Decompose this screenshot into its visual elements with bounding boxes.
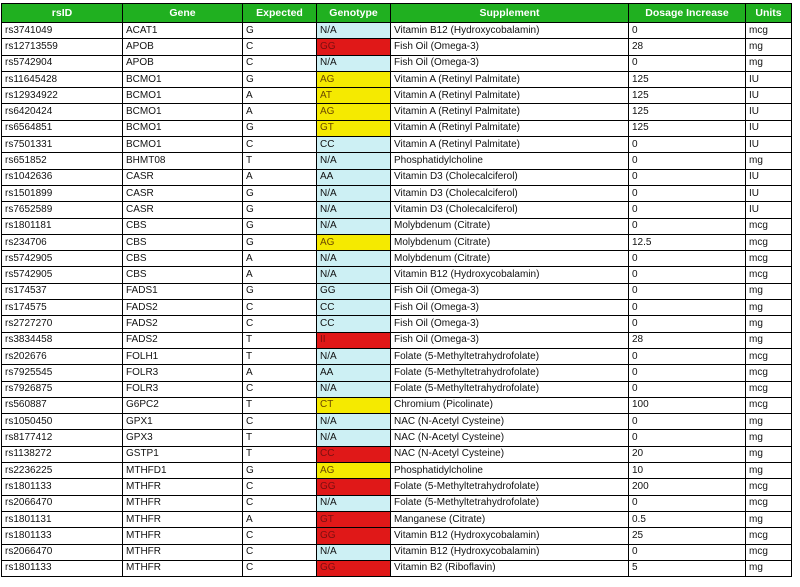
dosage-cell: 0 [629,218,746,234]
rsid-cell: rs7926875 [2,381,123,397]
expected-cell: C [243,300,317,316]
dosage-cell: 0.5 [629,511,746,527]
table-row [2,185,792,201]
genotype-cell: CC [317,300,391,316]
genotype-cell: AT [317,88,391,104]
rsid-cell: rs1801131 [2,511,123,527]
units-cell: mg [746,414,792,430]
dosage-cell: 0 [629,251,746,267]
dosage-cell: 0 [629,414,746,430]
units-cell: mg [746,39,792,55]
dosage-cell: 0 [629,169,746,185]
table-row [2,495,792,511]
table-row [2,528,792,544]
genotype-cell: CT [317,397,391,413]
rsid-cell: rs3741049 [2,23,123,39]
units-cell: mg [746,446,792,462]
gene-cell: CBS [123,267,243,283]
supplement-cell: Phosphatidylcholine [391,153,629,169]
genotype-cell: N/A [317,23,391,39]
rsid-cell: rs202676 [2,348,123,364]
expected-cell: C [243,544,317,560]
rsid-cell: rs1801133 [2,479,123,495]
supplement-cell: Fish Oil (Omega-3) [391,55,629,71]
genotype-cell: GT [317,120,391,136]
supplement-cell: Vitamin A (Retinyl Palmitate) [391,88,629,104]
units-cell: mg [746,283,792,299]
units-cell: mcg [746,528,792,544]
gene-cell: MTHFR [123,560,243,576]
genotype-cell: GT [317,511,391,527]
expected-cell: A [243,88,317,104]
header-dosage-increase[interactable]: Dosage Increase [629,4,746,23]
genotype-cell: AG [317,234,391,250]
gene-cell: FOLR3 [123,365,243,381]
genotype-supplement-table [1,3,792,577]
dosage-cell: 0 [629,495,746,511]
table-row [2,430,792,446]
rsid-cell: rs2727270 [2,316,123,332]
rsid-cell: rs2236225 [2,463,123,479]
expected-cell: C [243,55,317,71]
expected-cell: C [243,381,317,397]
gene-cell: CBS [123,218,243,234]
expected-cell: C [243,316,317,332]
table-row [2,267,792,283]
gene-cell: FOLH1 [123,348,243,364]
header-expected[interactable]: Expected [243,4,317,23]
dosage-cell: 10 [629,463,746,479]
rsid-cell: rs1042636 [2,169,123,185]
table-row [2,300,792,316]
dosage-cell: 5 [629,560,746,576]
expected-cell: A [243,511,317,527]
dosage-cell: 0 [629,153,746,169]
expected-cell: G [243,202,317,218]
units-cell: mg [746,332,792,348]
gene-cell: ACAT1 [123,23,243,39]
gene-cell: FADS2 [123,300,243,316]
gene-cell: MTHFR [123,479,243,495]
units-cell: mcg [746,544,792,560]
genotype-cell: N/A [317,267,391,283]
gene-cell: MTHFR [123,495,243,511]
genotype-cell: II [317,332,391,348]
genotype-cell: GG [317,560,391,576]
dosage-cell: 0 [629,300,746,316]
table-row [2,202,792,218]
table-row [2,381,792,397]
table-row [2,414,792,430]
gene-cell: GPX3 [123,430,243,446]
rsid-cell: rs5742905 [2,251,123,267]
gene-cell: APOB [123,55,243,71]
units-cell: IU [746,137,792,153]
supplement-cell: Folate (5-Methyltetrahydrofolate) [391,348,629,364]
dosage-cell: 0 [629,430,746,446]
dosage-cell: 0 [629,137,746,153]
dosage-cell: 25 [629,528,746,544]
gene-cell: BCMO1 [123,104,243,120]
rsid-cell: rs174575 [2,300,123,316]
gene-cell: APOB [123,39,243,55]
dosage-cell: 0 [629,185,746,201]
expected-cell: G [243,218,317,234]
genotype-cell: GG [317,479,391,495]
table-row [2,218,792,234]
gene-cell: G6PC2 [123,397,243,413]
dosage-cell: 0 [629,267,746,283]
expected-cell: G [243,120,317,136]
dosage-cell: 0 [629,283,746,299]
gene-cell: GSTP1 [123,446,243,462]
supplement-cell: Fish Oil (Omega-3) [391,39,629,55]
table-row [2,234,792,250]
rsid-cell: rs234706 [2,234,123,250]
gene-cell: MTHFR [123,544,243,560]
rsid-cell: rs2066470 [2,495,123,511]
genotype-cell: N/A [317,153,391,169]
supplement-cell: Vitamin B2 (Riboflavin) [391,560,629,576]
expected-cell: C [243,39,317,55]
units-cell: mg [746,511,792,527]
gene-cell: BHMT08 [123,153,243,169]
gene-cell: CASR [123,185,243,201]
units-cell: IU [746,202,792,218]
gene-cell: FADS2 [123,316,243,332]
supplement-cell: Vitamin D3 (Cholecalciferol) [391,169,629,185]
dosage-cell: 100 [629,397,746,413]
supplement-cell: Folate (5-Methyltetrahydrofolate) [391,479,629,495]
supplement-cell: Vitamin A (Retinyl Palmitate) [391,120,629,136]
dosage-cell: 0 [629,55,746,71]
units-cell: IU [746,185,792,201]
genotype-cell: N/A [317,381,391,397]
units-cell: mg [746,153,792,169]
genotype-cell: CC [317,446,391,462]
table-row [2,446,792,462]
units-cell: mcg [746,218,792,234]
dosage-cell: 125 [629,88,746,104]
dosage-cell: 125 [629,120,746,136]
expected-cell: C [243,560,317,576]
gene-cell: GPX1 [123,414,243,430]
supplement-cell: Vitamin D3 (Cholecalciferol) [391,185,629,201]
rsid-cell: rs1801181 [2,218,123,234]
genotype-cell: AG [317,104,391,120]
dosage-cell: 0 [629,365,746,381]
expected-cell: G [243,23,317,39]
dosage-cell: 28 [629,332,746,348]
units-cell: mg [746,55,792,71]
expected-cell: G [243,185,317,201]
expected-cell: A [243,104,317,120]
rsid-cell: rs1050450 [2,414,123,430]
dosage-cell: 0 [629,348,746,364]
table-row [2,104,792,120]
units-cell: IU [746,88,792,104]
supplement-cell: Folate (5-Methyltetrahydrofolate) [391,495,629,511]
rsid-cell: rs1501899 [2,185,123,201]
dosage-cell: 125 [629,104,746,120]
table-row [2,39,792,55]
table-row [2,55,792,71]
gene-cell: MTHFR [123,528,243,544]
dosage-cell: 12.5 [629,234,746,250]
supplement-cell: Folate (5-Methyltetrahydrofolate) [391,381,629,397]
rsid-cell: rs2066470 [2,544,123,560]
genotype-cell: AA [317,365,391,381]
units-cell: mcg [746,381,792,397]
units-cell: mcg [746,234,792,250]
gene-cell: FOLR3 [123,381,243,397]
expected-cell: C [243,414,317,430]
units-cell: mcg [746,495,792,511]
table-row [2,88,792,104]
supplement-cell: Fish Oil (Omega-3) [391,316,629,332]
supplement-cell: Manganese (Citrate) [391,511,629,527]
units-cell: mg [746,300,792,316]
dosage-cell: 28 [629,39,746,55]
rsid-cell: rs12934922 [2,88,123,104]
gene-cell: CASR [123,202,243,218]
table-row [2,316,792,332]
supplement-cell: Chromium (Picolinate) [391,397,629,413]
expected-cell: C [243,137,317,153]
table-row [2,23,792,39]
units-cell: mg [746,430,792,446]
header-gene[interactable]: Gene [123,4,243,23]
table-row [2,153,792,169]
table-row [2,544,792,560]
units-cell: IU [746,104,792,120]
rsid-cell: rs6564851 [2,120,123,136]
units-cell: mg [746,560,792,576]
dosage-cell: 0 [629,381,746,397]
expected-cell: C [243,495,317,511]
header-row [2,4,792,23]
expected-cell: T [243,332,317,348]
header-supplement[interactable]: Supplement [391,4,629,23]
gene-cell: MTHFR [123,511,243,527]
expected-cell: T [243,153,317,169]
rsid-cell: rs12713559 [2,39,123,55]
supplement-cell: NAC (N-Acetyl Cysteine) [391,430,629,446]
expected-cell: T [243,348,317,364]
units-cell: mcg [746,397,792,413]
table-row [2,511,792,527]
supplement-cell: NAC (N-Acetyl Cysteine) [391,446,629,462]
units-cell: mg [746,463,792,479]
rsid-cell: rs8177412 [2,430,123,446]
gene-cell: BCMO1 [123,120,243,136]
rsid-cell: rs7925545 [2,365,123,381]
expected-cell: G [243,71,317,87]
supplement-cell: Vitamin A (Retinyl Palmitate) [391,137,629,153]
expected-cell: G [243,463,317,479]
gene-cell: CASR [123,169,243,185]
rsid-cell: rs1801133 [2,528,123,544]
expected-cell: C [243,479,317,495]
genotype-cell: N/A [317,202,391,218]
expected-cell: A [243,251,317,267]
dosage-cell: 200 [629,479,746,495]
rsid-cell: rs1801133 [2,560,123,576]
table-row [2,169,792,185]
expected-cell: T [243,397,317,413]
supplement-cell: Vitamin B12 (Hydroxycobalamin) [391,544,629,560]
expected-cell: T [243,430,317,446]
table-row [2,251,792,267]
genotype-cell: N/A [317,348,391,364]
supplement-cell: Vitamin B12 (Hydroxycobalamin) [391,23,629,39]
table-row [2,397,792,413]
genotype-cell: N/A [317,251,391,267]
dosage-cell: 0 [629,316,746,332]
supplement-cell: Molybdenum (Citrate) [391,234,629,250]
dosage-cell: 0 [629,544,746,560]
gene-cell: FADS1 [123,283,243,299]
genotype-cell: AA [317,169,391,185]
supplement-cell: Vitamin B12 (Hydroxycobalamin) [391,267,629,283]
table-row [2,479,792,495]
rsid-cell: rs3834458 [2,332,123,348]
genotype-cell: AG [317,71,391,87]
gene-cell: MTHFD1 [123,463,243,479]
genotype-cell: N/A [317,414,391,430]
table-row [2,137,792,153]
units-cell: mcg [746,479,792,495]
gene-cell: CBS [123,234,243,250]
genotype-cell: CC [317,137,391,153]
gene-cell: FADS2 [123,332,243,348]
units-cell: IU [746,169,792,185]
rsid-cell: rs651852 [2,153,123,169]
supplement-cell: Folate (5-Methyltetrahydrofolate) [391,365,629,381]
genotype-cell: N/A [317,430,391,446]
genotype-cell: CC [317,316,391,332]
genotype-cell: GG [317,39,391,55]
rsid-cell: rs7501331 [2,137,123,153]
gene-cell: BCMO1 [123,88,243,104]
rsid-cell: rs5742905 [2,267,123,283]
units-cell: mcg [746,348,792,364]
units-cell: mcg [746,251,792,267]
units-cell: IU [746,71,792,87]
header-units[interactable]: Units [746,4,792,23]
genotype-cell: N/A [317,544,391,560]
table-row [2,71,792,87]
table-row [2,365,792,381]
rsid-cell: rs5742904 [2,55,123,71]
genotype-cell: N/A [317,55,391,71]
units-cell: mcg [746,23,792,39]
table-row [2,283,792,299]
supplement-cell: Fish Oil (Omega-3) [391,300,629,316]
rsid-cell: rs7652589 [2,202,123,218]
genotype-cell: GG [317,283,391,299]
genotype-cell: N/A [317,495,391,511]
supplement-cell: Phosphatidylcholine [391,463,629,479]
dosage-cell: 0 [629,202,746,218]
rsid-cell: rs560887 [2,397,123,413]
supplement-cell: Vitamin B12 (Hydroxycobalamin) [391,528,629,544]
expected-cell: G [243,234,317,250]
dosage-cell: 125 [629,71,746,87]
table-row [2,332,792,348]
supplement-cell: Vitamin A (Retinyl Palmitate) [391,71,629,87]
table-row [2,348,792,364]
genotype-cell: N/A [317,218,391,234]
gene-cell: BCMO1 [123,137,243,153]
expected-cell: A [243,267,317,283]
table-row [2,560,792,576]
table-row [2,120,792,136]
genotype-cell: N/A [317,185,391,201]
supplement-cell: Fish Oil (Omega-3) [391,332,629,348]
expected-cell: A [243,365,317,381]
supplement-cell: Vitamin D3 (Cholecalciferol) [391,202,629,218]
rsid-cell: rs174537 [2,283,123,299]
supplement-cell: Molybdenum (Citrate) [391,218,629,234]
expected-cell: T [243,446,317,462]
supplement-cell: Vitamin A (Retinyl Palmitate) [391,104,629,120]
dosage-cell: 20 [629,446,746,462]
expected-cell: C [243,528,317,544]
gene-cell: CBS [123,251,243,267]
rsid-cell: rs11645428 [2,71,123,87]
expected-cell: A [243,169,317,185]
dosage-cell: 0 [629,23,746,39]
units-cell: mcg [746,365,792,381]
header-rsid[interactable]: rsID [2,4,123,23]
gene-cell: BCMO1 [123,71,243,87]
header-genotype[interactable]: Genotype [317,4,391,23]
rsid-cell: rs6420424 [2,104,123,120]
genotype-cell: AG [317,463,391,479]
supplement-cell: Fish Oil (Omega-3) [391,283,629,299]
units-cell: IU [746,120,792,136]
units-cell: mcg [746,267,792,283]
supplement-cell: Molybdenum (Citrate) [391,251,629,267]
units-cell: mg [746,316,792,332]
rsid-cell: rs1138272 [2,446,123,462]
genotype-cell: GG [317,528,391,544]
supplement-cell: NAC (N-Acetyl Cysteine) [391,414,629,430]
table-row [2,463,792,479]
expected-cell: G [243,283,317,299]
